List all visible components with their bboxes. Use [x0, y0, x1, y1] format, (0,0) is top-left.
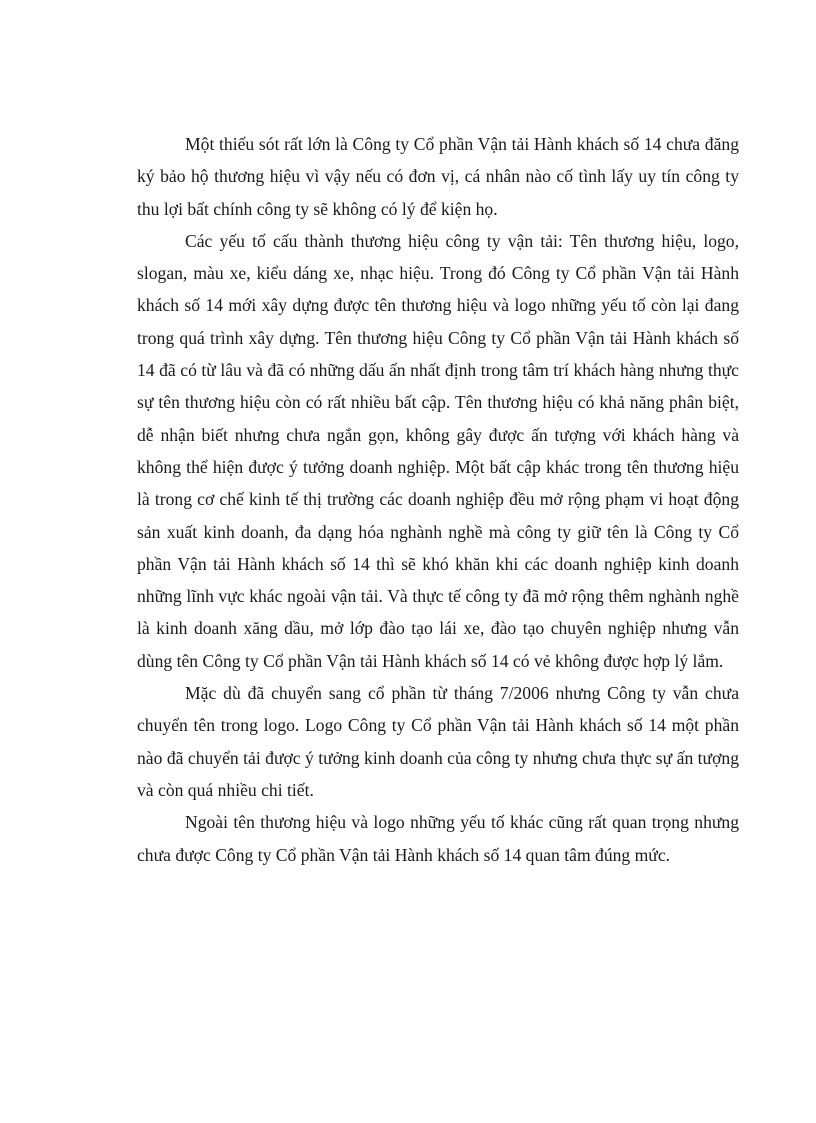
- paragraph-1: Một thiếu sót rất lớn là Công ty Cổ phần Vận tải Hành khách số 14 chưa đăng ký bảo hộ thương hiệu vì vậy nếu có đơn vị, cá nhân nào cố tình lấy uy tín công ty thu lợi bất chính công ty sẽ không có lý để kiện họ.: [137, 134, 739, 219]
- paragraph-3: Mặc dù đã chuyển sang cổ phần từ tháng 7/2006 nhưng Công ty vẫn chưa chuyển tên trong logo. Logo Công ty Cổ phần Vận tải Hành khách số 14 một phần nào đã chuyển tải được ý tưởng kinh doanh của công ty nhưng chưa thực sự ấn tượng và còn quá nhiều chi tiết.: [137, 683, 739, 800]
- document-body: [137, 128, 739, 871]
- paragraph-2: Các yếu tố cấu thành thương hiệu công ty vận tải: Tên thương hiệu, logo, slogan, màu xe, kiểu dáng xe, nhạc hiệu. Trong đó Công ty Cổ phần Vận tải Hành khách số 14 mới xây dựng được tên thương hiệu và logo những yếu tố còn lại đang trong quá trình xây dựng. Tên thương hiệu Công ty Cổ phần Vận tải Hành khách số 14 đã có từ lâu và đã có những dấu ấn nhất định trong tâm trí khách hàng nhưng thực sự tên thương hiệu còn có rất nhiều bất cập. Tên thương hiệu có khả năng phân biệt, dễ nhận biết nhưng chưa ngắn gọn, không gây được ấn tượng với khách hàng và không thể hiện được ý tưởng doanh nghiệp. Một bất cập khác trong tên thương hiệu là trong cơ chế kinh tế thị trường các doanh nghiệp đều mở rộng phạm vi hoạt động sản xuất kinh doanh, đa dạng hóa nghành nghề mà công ty giữ tên là Công ty Cổ phần Vận tải Hành khách số 14 thì sẽ khó khăn khi các doanh nghiệp kinh doanh những lĩnh vực khác ngoài vận tải. Và thực tế công ty đã mở rộng thêm nghành nghề là kinh doanh xăng dầu, mở lớp đào tạo lái xe, đào tạo chuyên nghiệp nhưng vẫn dùng tên Công ty Cổ phần Vận tải Hành khách số 14 có vẻ không được hợp lý lắm.: [137, 230, 739, 671]
- paragraph-4: Ngoài tên thương hiệu và logo những yếu tố khác cũng rất quan trọng nhưng chưa được Công ty Cổ phần Vận tải Hành khách số 14 quan tâm đúng mức.: [137, 812, 739, 865]
